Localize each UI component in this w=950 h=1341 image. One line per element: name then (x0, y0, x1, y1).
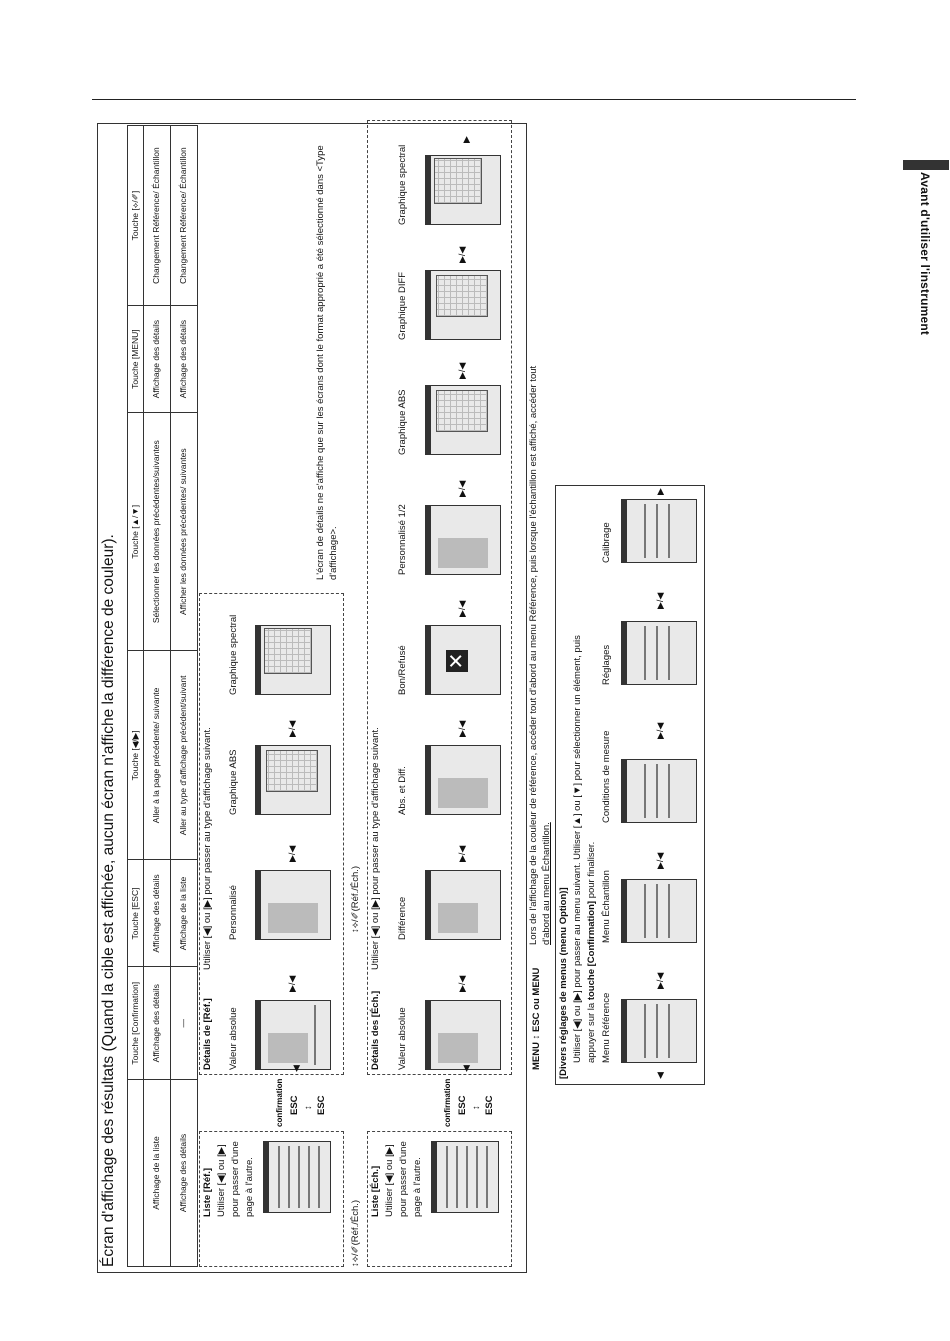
format-note: L'écran de détails ne s'affiche que sur les écrans dont le format approprié a été sélectionné dans <Type d'affichage>. (315, 145, 339, 580)
table-cell: Affichage de la liste (144, 1080, 171, 1267)
nav-arrow: ▶/◀ (457, 362, 467, 379)
nav-left: ◀ (291, 1065, 301, 1072)
option-item: Menu Référence (601, 992, 612, 1063)
menu-note-line: d'abord au menu Échantillon. (540, 822, 552, 945)
screen-ech-passfail (425, 625, 501, 695)
screen-ech-absdiff (425, 745, 501, 815)
nav-right: ▶ (655, 488, 665, 495)
options-instructions-2: appuyer sur la touche [Confirmation] pour finaliser. (586, 841, 597, 1063)
screen-ech-spectral (425, 155, 501, 225)
confirm-label: confirmation (275, 1078, 284, 1127)
table-header: Touche [ESC] (128, 860, 144, 967)
table-cell: Aller au type d'affichage précédent/suivant (171, 651, 198, 860)
table-header: Touche [▲/▼] (128, 413, 144, 651)
nav-left: ◀ (655, 1072, 665, 1079)
esc-label-2: ESC (484, 1095, 495, 1115)
screen-spectral (255, 625, 331, 695)
details-ech-item: Bon/Refusé (397, 645, 408, 695)
list-ref-title: Liste [Réf.] (202, 1167, 213, 1217)
nav-arrow: ▶/◀ (655, 722, 665, 739)
list-ref-screen (263, 1141, 331, 1213)
nav-arrow: ▶/◀ (457, 975, 467, 992)
list-ech-text: pour passer d'une (398, 1141, 409, 1217)
esc-label: ESC (457, 1095, 468, 1115)
options-instructions: Utiliser [◀] ou [▶] pour passer au menu suivant. Utiliser [▲] ou [▼] pour sélectionner un élément, puis (572, 635, 583, 1063)
screen-menu-cond (621, 759, 697, 823)
option-item: Menu Échantillon (601, 870, 612, 943)
nav-arrow: ▶/◀ (457, 246, 467, 263)
list-ech-title: Liste [Éch.] (370, 1165, 381, 1217)
table-cell: Affichage des détails (144, 306, 171, 413)
list-ech-text: page à l'autre. (412, 1157, 423, 1217)
details-ech-title: Détails des [Éch.] (370, 990, 381, 1070)
screen-menu-ref (621, 999, 697, 1063)
fail-icon: ✕ (446, 650, 468, 672)
screen-menu-ech (621, 879, 697, 943)
nav-arrow: ▶/◀ (457, 845, 467, 862)
table-cell: Affichage des détails (171, 1080, 198, 1267)
table-cell: Afficher les données précédentes/ suivantes (171, 413, 198, 651)
list-ech-text: Utiliser [◀] ou [▶] (384, 1144, 395, 1217)
switch-ref-ech-label-2: ↕⟡/✐(Réf./Éch.) (350, 865, 361, 933)
options-title: [Divers réglages de menus (menu Option)] (558, 887, 569, 1079)
details-ech-item: Graphique spectral (397, 144, 408, 225)
rotated-page (95, 125, 552, 1275)
esc-label-2: ESC (316, 1095, 327, 1115)
option-item: Conditions de mesure (601, 730, 612, 823)
screen-custom (255, 870, 331, 940)
table-cell: Changement Référence/ Échantillon (171, 126, 198, 306)
table-cell: Changement Référence/ Échantillon (144, 126, 171, 306)
nav-arrow: ▶/◀ (287, 975, 297, 992)
nav-right: ▶ (461, 136, 471, 143)
table-header: Touche [◀/▶] (128, 651, 144, 860)
option-item: Calibrage (601, 522, 612, 563)
table-row (144, 126, 171, 1267)
nav-arrow: ▶/◀ (655, 972, 665, 989)
confirm-label: confirmation (443, 1078, 452, 1127)
details-ech-item: Graphique DIFF (397, 271, 408, 340)
screen-ech-absgraph (425, 385, 501, 455)
options-rotated (555, 485, 705, 1085)
details-ref-instructions: Utiliser [◀] ou [▶] pour passer au type d'affichage suivant. (202, 727, 213, 970)
screen-ech-diff (425, 870, 501, 940)
menu-note-line: Lors de l'affichage de la couleur de référence, accéder tout d'abord au menu Référence, puis lorsque l'échantillon est affiché, accéder tout (528, 365, 539, 945)
table-cell: Sélectionner les données précédentes/suivantes (144, 413, 171, 651)
list-ref-text: pour passer d'une (230, 1141, 241, 1217)
nav-arrow: ▶/◀ (655, 852, 665, 869)
table-header: Touche [MENU] (128, 306, 144, 413)
screen-menu-calib (621, 499, 697, 563)
switch-ref-ech-label: ↕⟡/✐(Réf./Éch.) (350, 1199, 361, 1267)
nav-arrow: ▶/◀ (457, 480, 467, 497)
details-ref-title: Détails de [Réf.] (202, 998, 213, 1070)
details-ech-item: Abs. et Diff. (397, 766, 408, 815)
menu-label: MENU ↕ ESC ou MENU (531, 967, 542, 1070)
table-header (128, 1080, 144, 1267)
list-ech-screen (431, 1141, 499, 1213)
table-row (171, 126, 198, 1267)
details-ref-item: Graphique ABS (228, 749, 239, 815)
details-ech-item: Personnalisé 1/2 (397, 504, 408, 575)
table-header: Touche [⟡/✐] (128, 126, 144, 306)
table-cell: Affichage de la liste (171, 860, 198, 967)
esc-label: ESC (289, 1095, 300, 1115)
details-ref-item: Valeur absolue (228, 1007, 239, 1070)
details-ech-item: Graphique ABS (397, 389, 408, 455)
screen-ech-diffgraph (425, 270, 501, 340)
section-title: Avant d'utiliser l'instrument (918, 172, 932, 336)
table-cell: Affichage des détails (171, 306, 198, 413)
nav-arrow: ▶/◀ (457, 600, 467, 617)
details-ech-instructions: Utiliser [◀] ou [▶] pour passer au type d'affichage suivant. (370, 727, 381, 970)
nav-arrow: ▶/◀ (457, 720, 467, 737)
screen-abs-value (255, 1000, 331, 1070)
nav-arrow: ▶/◀ (287, 845, 297, 862)
screen-ech-abs (425, 1000, 501, 1070)
section-tab (903, 160, 949, 170)
esc-arrows: ↕ (471, 1105, 482, 1110)
details-ech-item: Différence (397, 896, 408, 940)
nav-left: ◀ (461, 1065, 471, 1072)
key-table (127, 125, 198, 1267)
screen-abs-graph (255, 745, 331, 815)
details-ref-item: Personnalisé (228, 885, 239, 940)
table-header: Touche [Confirmation] (128, 967, 144, 1080)
screen-ech-custom (425, 505, 501, 575)
nav-arrow: ▶/◀ (655, 592, 665, 609)
list-ref-text: Utiliser [◀] ou [▶] (216, 1144, 227, 1217)
option-item: Réglages (601, 644, 612, 685)
menu-note (528, 125, 554, 945)
details-ref-item: Graphique spectral (228, 614, 239, 695)
details-ech-item: Valeur absolue (397, 1007, 408, 1070)
table-cell: Affichage des détails (144, 967, 171, 1080)
page-title: Écran d'affichage des résultats (Quand la cible est affichée, aucun écran n'affiche la différence de couleur). (100, 534, 117, 1267)
screen-menu-settings (621, 621, 697, 685)
list-ref-text: page à l'autre. (244, 1157, 255, 1217)
table-cell: Aller à la page précédente/ suivante (144, 651, 171, 860)
table-cell: Affichage des détails (144, 860, 171, 967)
top-rule (92, 99, 856, 100)
table-cell: — (171, 967, 198, 1080)
esc-arrows: ↕ (303, 1105, 314, 1110)
nav-arrow: ▶/◀ (287, 720, 297, 737)
